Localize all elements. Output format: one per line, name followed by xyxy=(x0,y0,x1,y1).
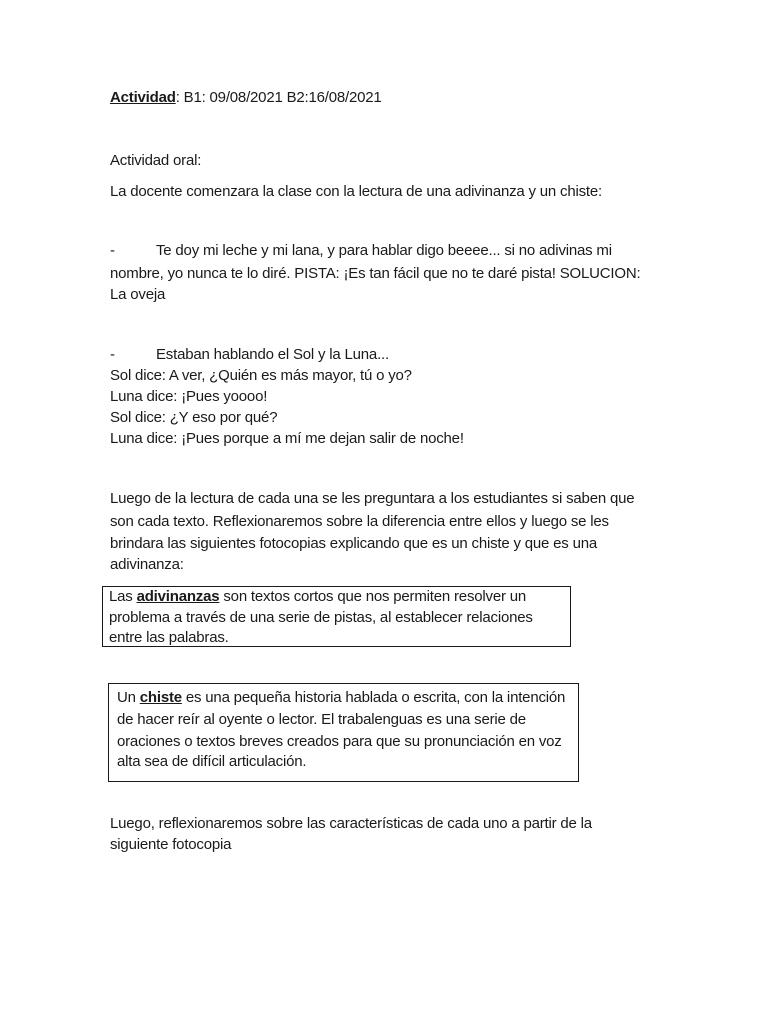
riddle-box-line-1 xyxy=(109,586,526,607)
joke-box-rest: es una pequeña historia hablada o escrita, con la intención xyxy=(181,689,566,706)
joke-line-5: Luna dice: ¡Pues porque a mí me dejan salir de noche! xyxy=(110,430,464,447)
closing-line-1: Luego, reflexionaremos sobre las características de cada uno a partir de la xyxy=(110,815,592,832)
riddle-dash: - xyxy=(110,242,115,259)
joke-dash: - xyxy=(110,346,115,363)
joke-line-4: Sol dice: ¿Y eso por qué? xyxy=(110,409,278,426)
riddle-line-3: La oveja xyxy=(110,286,166,303)
riddle-box-line-3: entre las palabras. xyxy=(109,629,229,646)
joke-box-line-4: alta sea de difícil articulación. xyxy=(117,753,307,770)
riddle-definition-box xyxy=(102,586,571,647)
joke-term: chiste xyxy=(139,689,182,706)
riddle-line-1: Te doy mi leche y mi lana, y para hablar digo beeee... si no adivinas mi xyxy=(156,242,612,259)
joke-box-line-1 xyxy=(117,687,565,708)
joke-definition-box xyxy=(108,683,579,782)
joke-box-line-2: de hacer reír al oyente o lector. El trabalenguas es una serie de xyxy=(117,711,526,728)
activity-dates: : B1: 09/08/2021 B2:16/08/2021 xyxy=(175,89,382,106)
joke-line-2: Sol dice: A ver, ¿Quién es más mayor, tú o yo? xyxy=(110,367,412,384)
riddle-term: adivinanzas xyxy=(136,588,220,605)
riddle-box-pre: Las xyxy=(109,588,137,605)
activity-heading xyxy=(110,87,382,108)
joke-line-3: Luna dice: ¡Pues yoooo! xyxy=(110,388,268,405)
activity-label: Actividad xyxy=(110,89,176,106)
oral-activity-title: Actividad oral: xyxy=(110,152,202,169)
riddle-line-2: nombre, yo nunca te lo diré. PISTA: ¡Es tan fácil que no te daré pista! SOLUCION: xyxy=(110,265,641,282)
joke-box-pre: Un xyxy=(117,689,140,706)
intro-paragraph: La docente comenzara la clase con la lectura de una adivinanza y un chiste: xyxy=(110,183,602,200)
after-reading-line-4: adivinanza: xyxy=(110,556,184,573)
riddle-box-line-2: problema a través de una serie de pistas, al establecer relaciones xyxy=(109,609,533,626)
after-reading-line-2: son cada texto. Reflexionaremos sobre la diferencia entre ellos y luego se les xyxy=(110,513,609,530)
joke-box-line-3: oraciones o textos breves creados para que su pronunciación en voz xyxy=(117,733,562,750)
joke-line-1: Estaban hablando el Sol y la Luna... xyxy=(156,346,389,363)
after-reading-line-1: Luego de la lectura de cada una se les preguntara a los estudiantes si saben que xyxy=(110,490,635,507)
riddle-box-rest: son textos cortos que nos permiten resolver un xyxy=(219,588,527,605)
after-reading-line-3: brindara las siguientes fotocopias explicando que es un chiste y que es una xyxy=(110,535,597,552)
closing-line-2: siguiente fotocopia xyxy=(110,836,232,853)
